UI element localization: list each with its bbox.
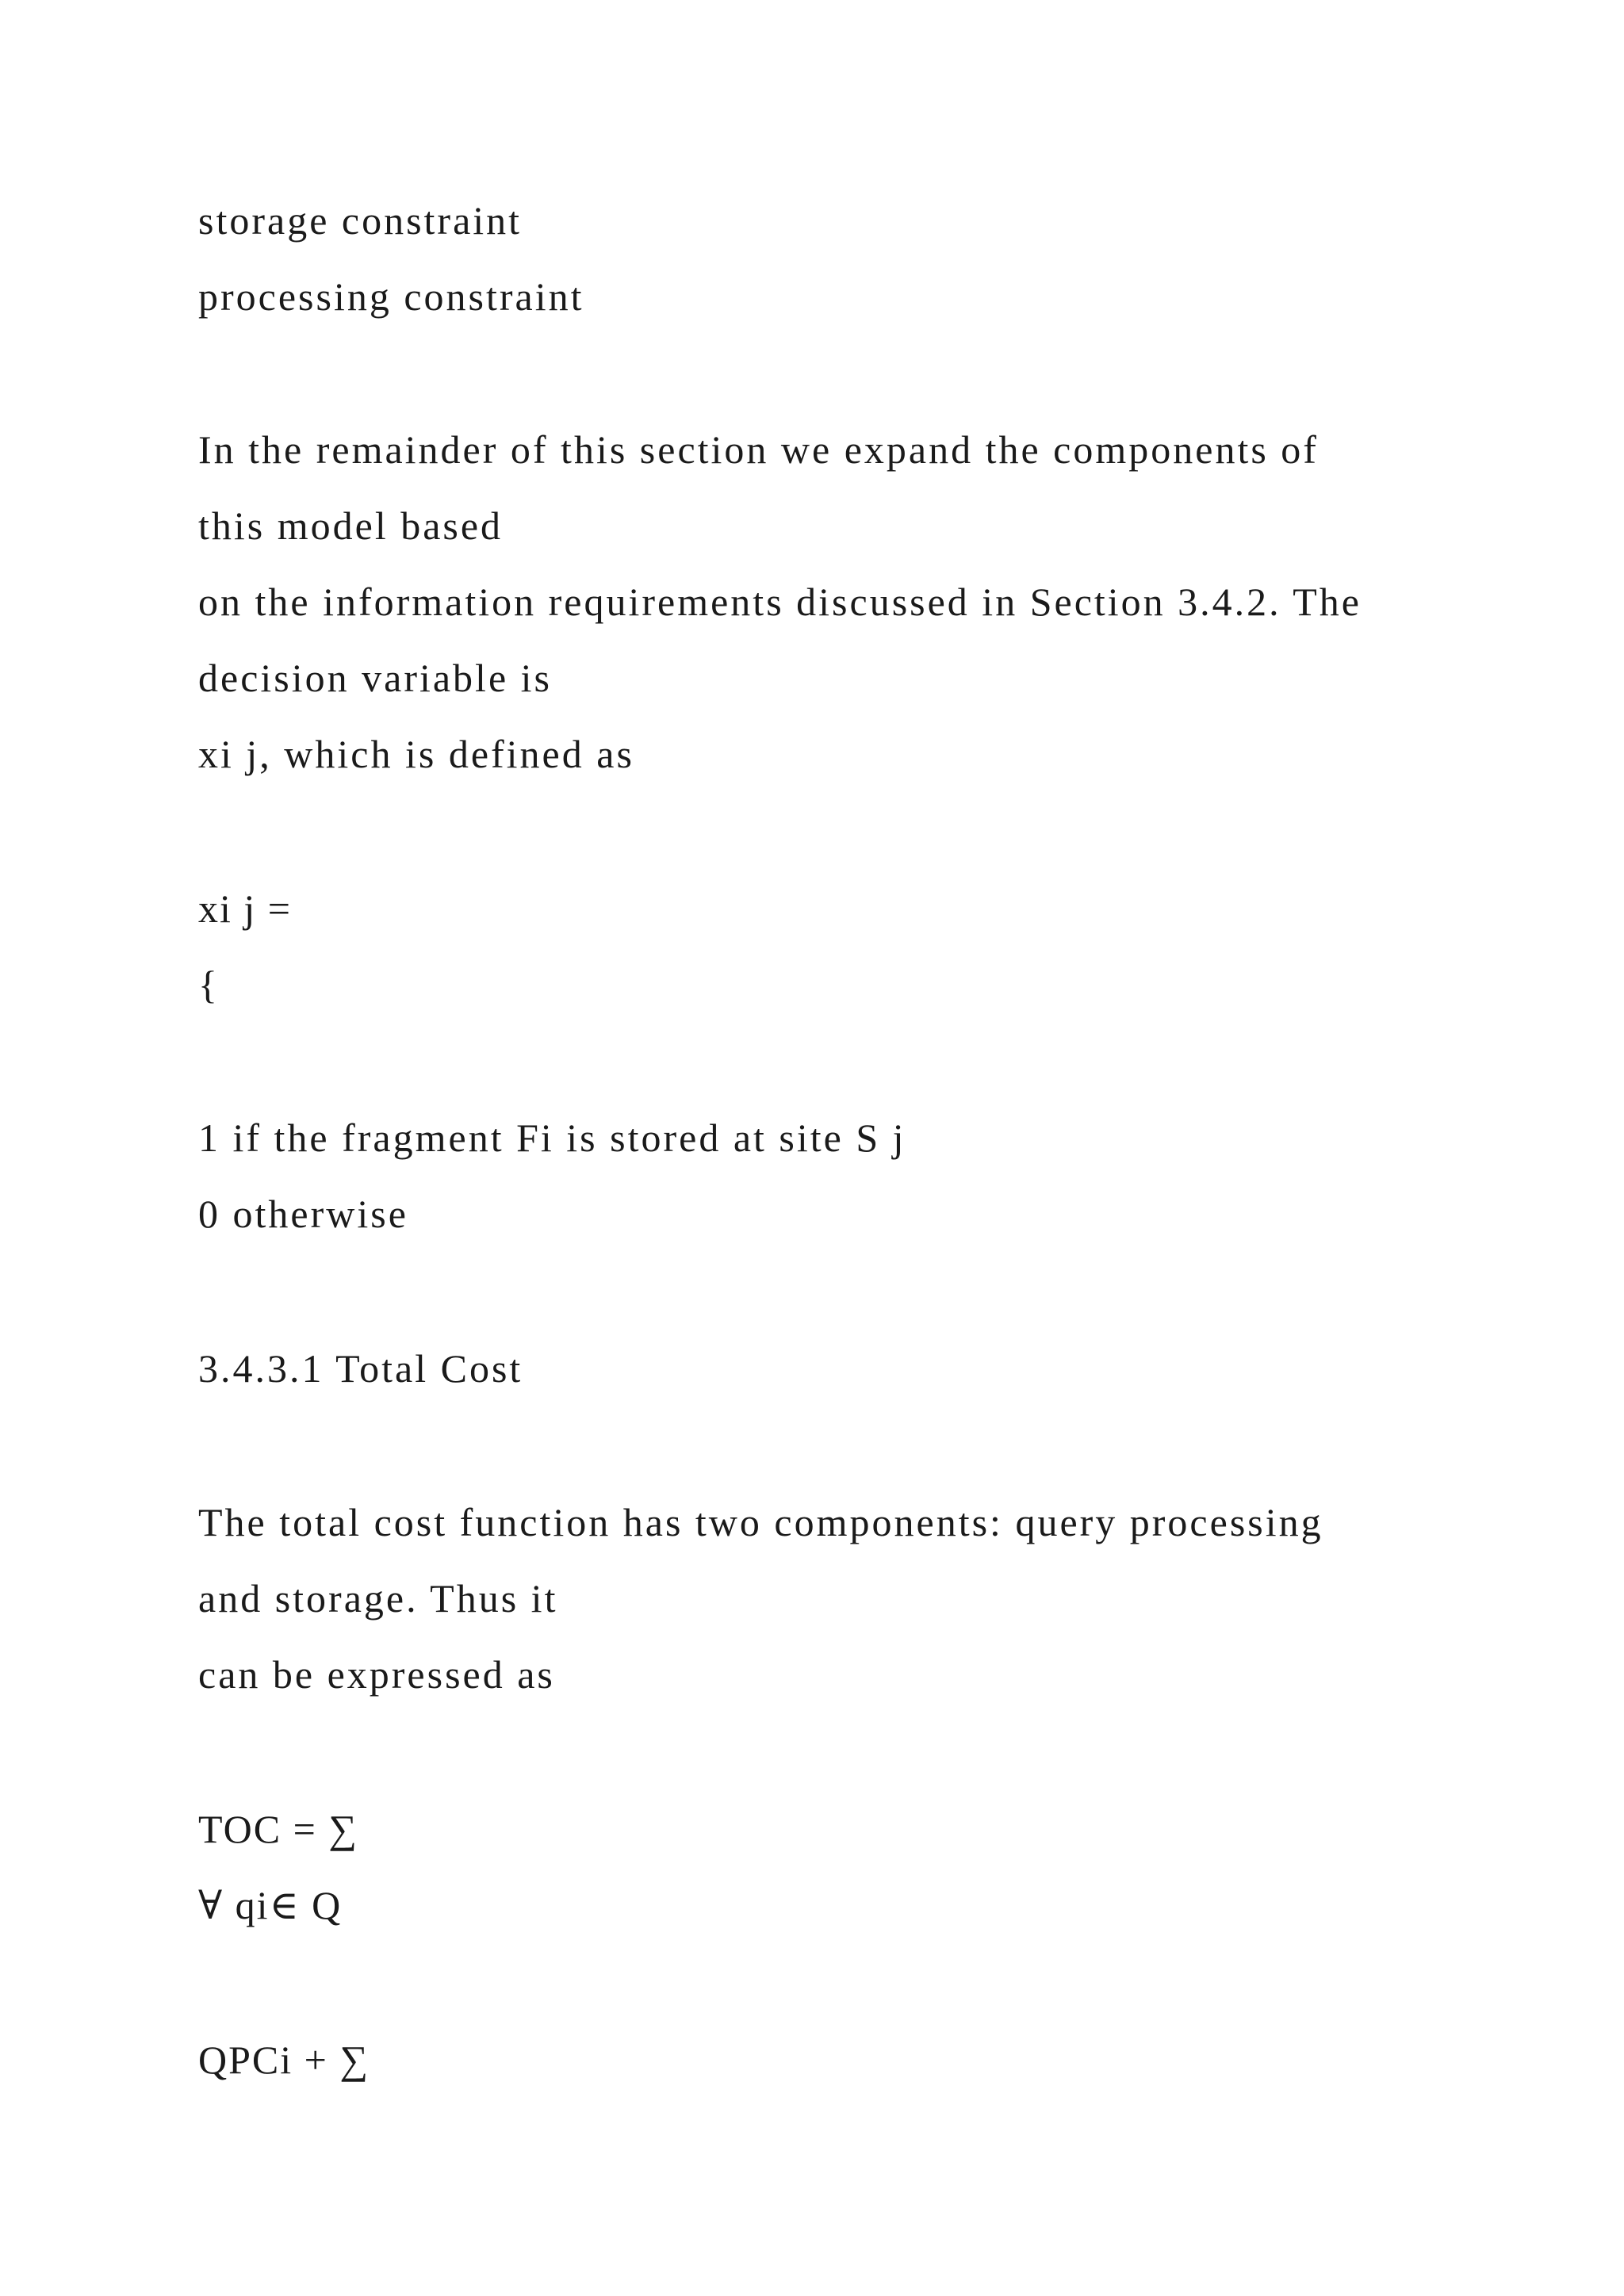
paragraph-line: and storage. Thus it: [198, 1576, 558, 1621]
paragraph-line: this model based: [198, 503, 504, 548]
paragraph-line: In the remainder of this section we expand the components of: [198, 427, 1319, 472]
equation-line: xi j =: [198, 886, 292, 931]
equation-case: 1 if the fragment Fi is stored at site S j: [198, 1115, 906, 1160]
equation-line: TOC = ∑: [198, 1807, 358, 1851]
equation-case: 0 otherwise: [198, 1192, 408, 1236]
text-line-processing-constraint: processing constraint: [198, 274, 584, 319]
equation-brace: {: [198, 962, 219, 1007]
section-heading: 3.4.3.1 Total Cost: [198, 1346, 523, 1391]
paragraph-line: on the information requirements discussed in Section 3.4.2. The: [198, 580, 1362, 624]
equation-line: QPCi + ∑: [198, 2038, 370, 2082]
text-line-storage-constraint: storage constraint: [198, 198, 523, 243]
equation-subscript: ∀ qi∈ Q: [198, 1883, 343, 1927]
paragraph-line: The total cost function has two components: query processing: [198, 1500, 1323, 1544]
paragraph-line: xi j, which is defined as: [198, 732, 634, 776]
paragraph-line: decision variable is: [198, 656, 552, 700]
paragraph-line: can be expressed as: [198, 1652, 555, 1697]
